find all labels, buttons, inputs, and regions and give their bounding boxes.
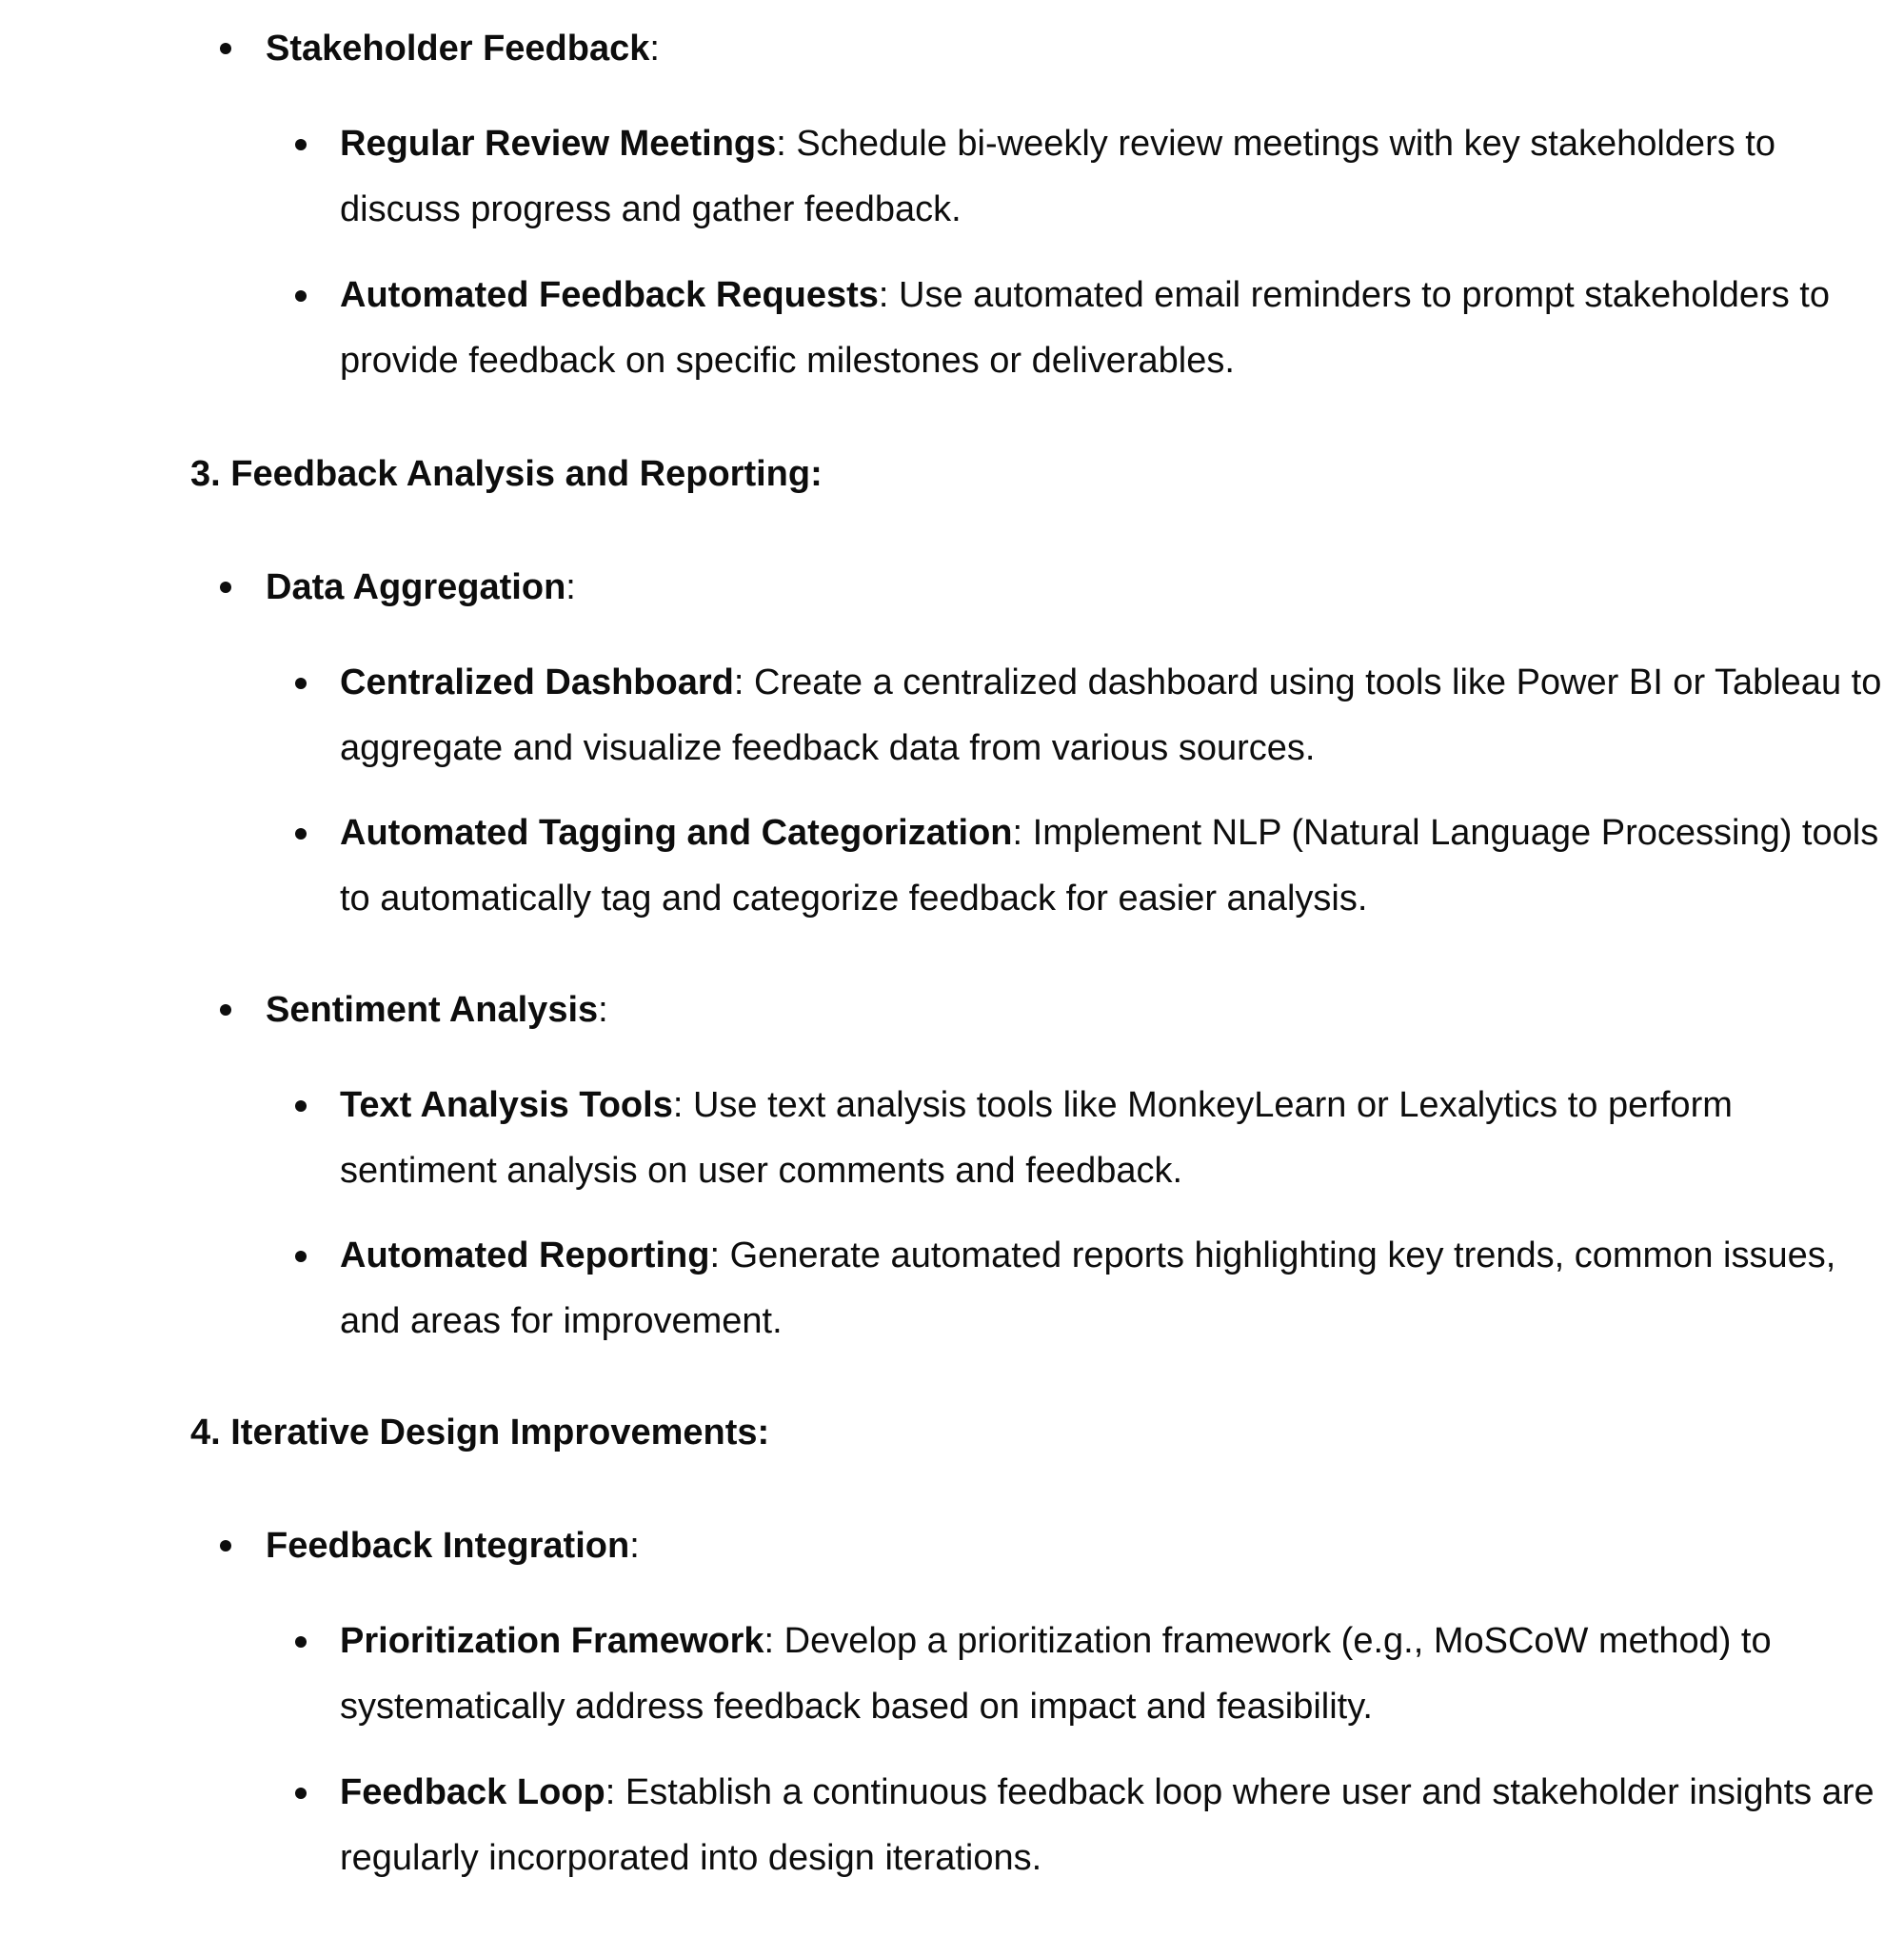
sub-list-item: Automated Reporting: Generate automated reports highlighting key trends, common issues, and areas for improvement.: [295, 1223, 1894, 1354]
sub-list-item: Automated Feedback Requests: Use automated email reminders to prompt stakeholders to provide feedback on specific milestones or deliverables.: [295, 263, 1894, 394]
bullet-icon: [295, 678, 307, 689]
item-title: Automated Reporting: [340, 1235, 710, 1275]
bullet-icon: [220, 43, 231, 54]
sub-list-item: Automated Tagging and Categorization: Implement NLP (Natural Language Processing) tools to automatically tag and categorize feedback for easier analysis.: [295, 800, 1894, 932]
sub-list-item: Centralized Dashboard: Create a centralized dashboard using tools like Power BI or Tableau to aggregate and visualize feedback data from various sources.: [295, 650, 1894, 781]
item-description: Implement NLP (Natural Language Processing) tools to automatically tag and categorize feedback for easier analysis.: [340, 813, 1879, 919]
item-title: Text Analysis Tools: [340, 1085, 673, 1125]
bullet-icon: [295, 828, 307, 840]
item-description: Develop a prioritization framework (e.g., MoSCoW method) to systematically address feedback based on impact and feasibility.: [340, 1621, 1772, 1727]
list-item-label: Sentiment Analysis: [266, 990, 599, 1030]
sub-list-item: Text Analysis Tools: Use text analysis tools like MonkeyLearn or Lexalytics to perform sentiment analysis on user comments and feedback.: [295, 1073, 1894, 1204]
item-description: Use automated email reminders to prompt stakeholders to provide feedback on specific milestones or deliverables.: [340, 275, 1830, 381]
item-description: Schedule bi-weekly review meetings with key stakeholders to discuss progress and gather feedback.: [340, 124, 1775, 229]
item-title: Automated Tagging and Categorization: [340, 813, 1013, 853]
item-description: Create a centralized dashboard using tools like Power BI or Tableau to aggregate and visualize feedback data from various sources.: [340, 662, 1882, 768]
list-item-label: Data Aggregation: [266, 567, 566, 607]
list-item-label: Feedback Integration: [266, 1526, 630, 1566]
sub-list-item: Feedback Loop: Establish a continuous feedback loop where user and stakeholder insights are regularly incorporated into design iterations.: [295, 1760, 1894, 1891]
list-item-label: Stakeholder Feedback: [266, 29, 650, 69]
item-title: Automated Feedback Requests: [340, 275, 879, 315]
bullet-icon: [295, 1251, 307, 1262]
item-title: Regular Review Meetings: [340, 124, 777, 164]
item-description: Establish a continuous feedback loop where user and stakeholder insights are regularly incorporated into design iterations.: [340, 1772, 1874, 1878]
item-description: Use text analysis tools like MonkeyLearn or Lexalytics to perform sentiment analysis on user comments and feedback.: [340, 1085, 1733, 1191]
bullet-icon: [295, 1636, 307, 1648]
section-heading-3: 3. Feedback Analysis and Reporting:: [190, 454, 823, 494]
bullet-icon: [220, 1004, 231, 1016]
item-title: Feedback Loop: [340, 1772, 605, 1812]
bullet-icon: [220, 1540, 231, 1552]
bullet-icon: [295, 139, 307, 150]
bullet-icon: [295, 1788, 307, 1799]
item-description: Generate automated reports highlighting key trends, common issues, and areas for improvement.: [340, 1235, 1836, 1341]
section-heading-4: 4. Iterative Design Improvements:: [190, 1413, 770, 1453]
bullet-icon: [220, 582, 231, 593]
bullet-icon: [295, 1100, 307, 1112]
item-title: Prioritization Framework: [340, 1621, 764, 1661]
sub-list-item: Prioritization Framework: Develop a prioritization framework (e.g., MoSCoW method) to systematically address feedback based on impact and feasibility.: [295, 1609, 1894, 1740]
bullet-icon: [295, 290, 307, 302]
item-title: Centralized Dashboard: [340, 662, 734, 702]
sub-list-item: Regular Review Meetings: Schedule bi-weekly review meetings with key stakeholders to discuss progress and gather feedback.: [295, 111, 1894, 243]
